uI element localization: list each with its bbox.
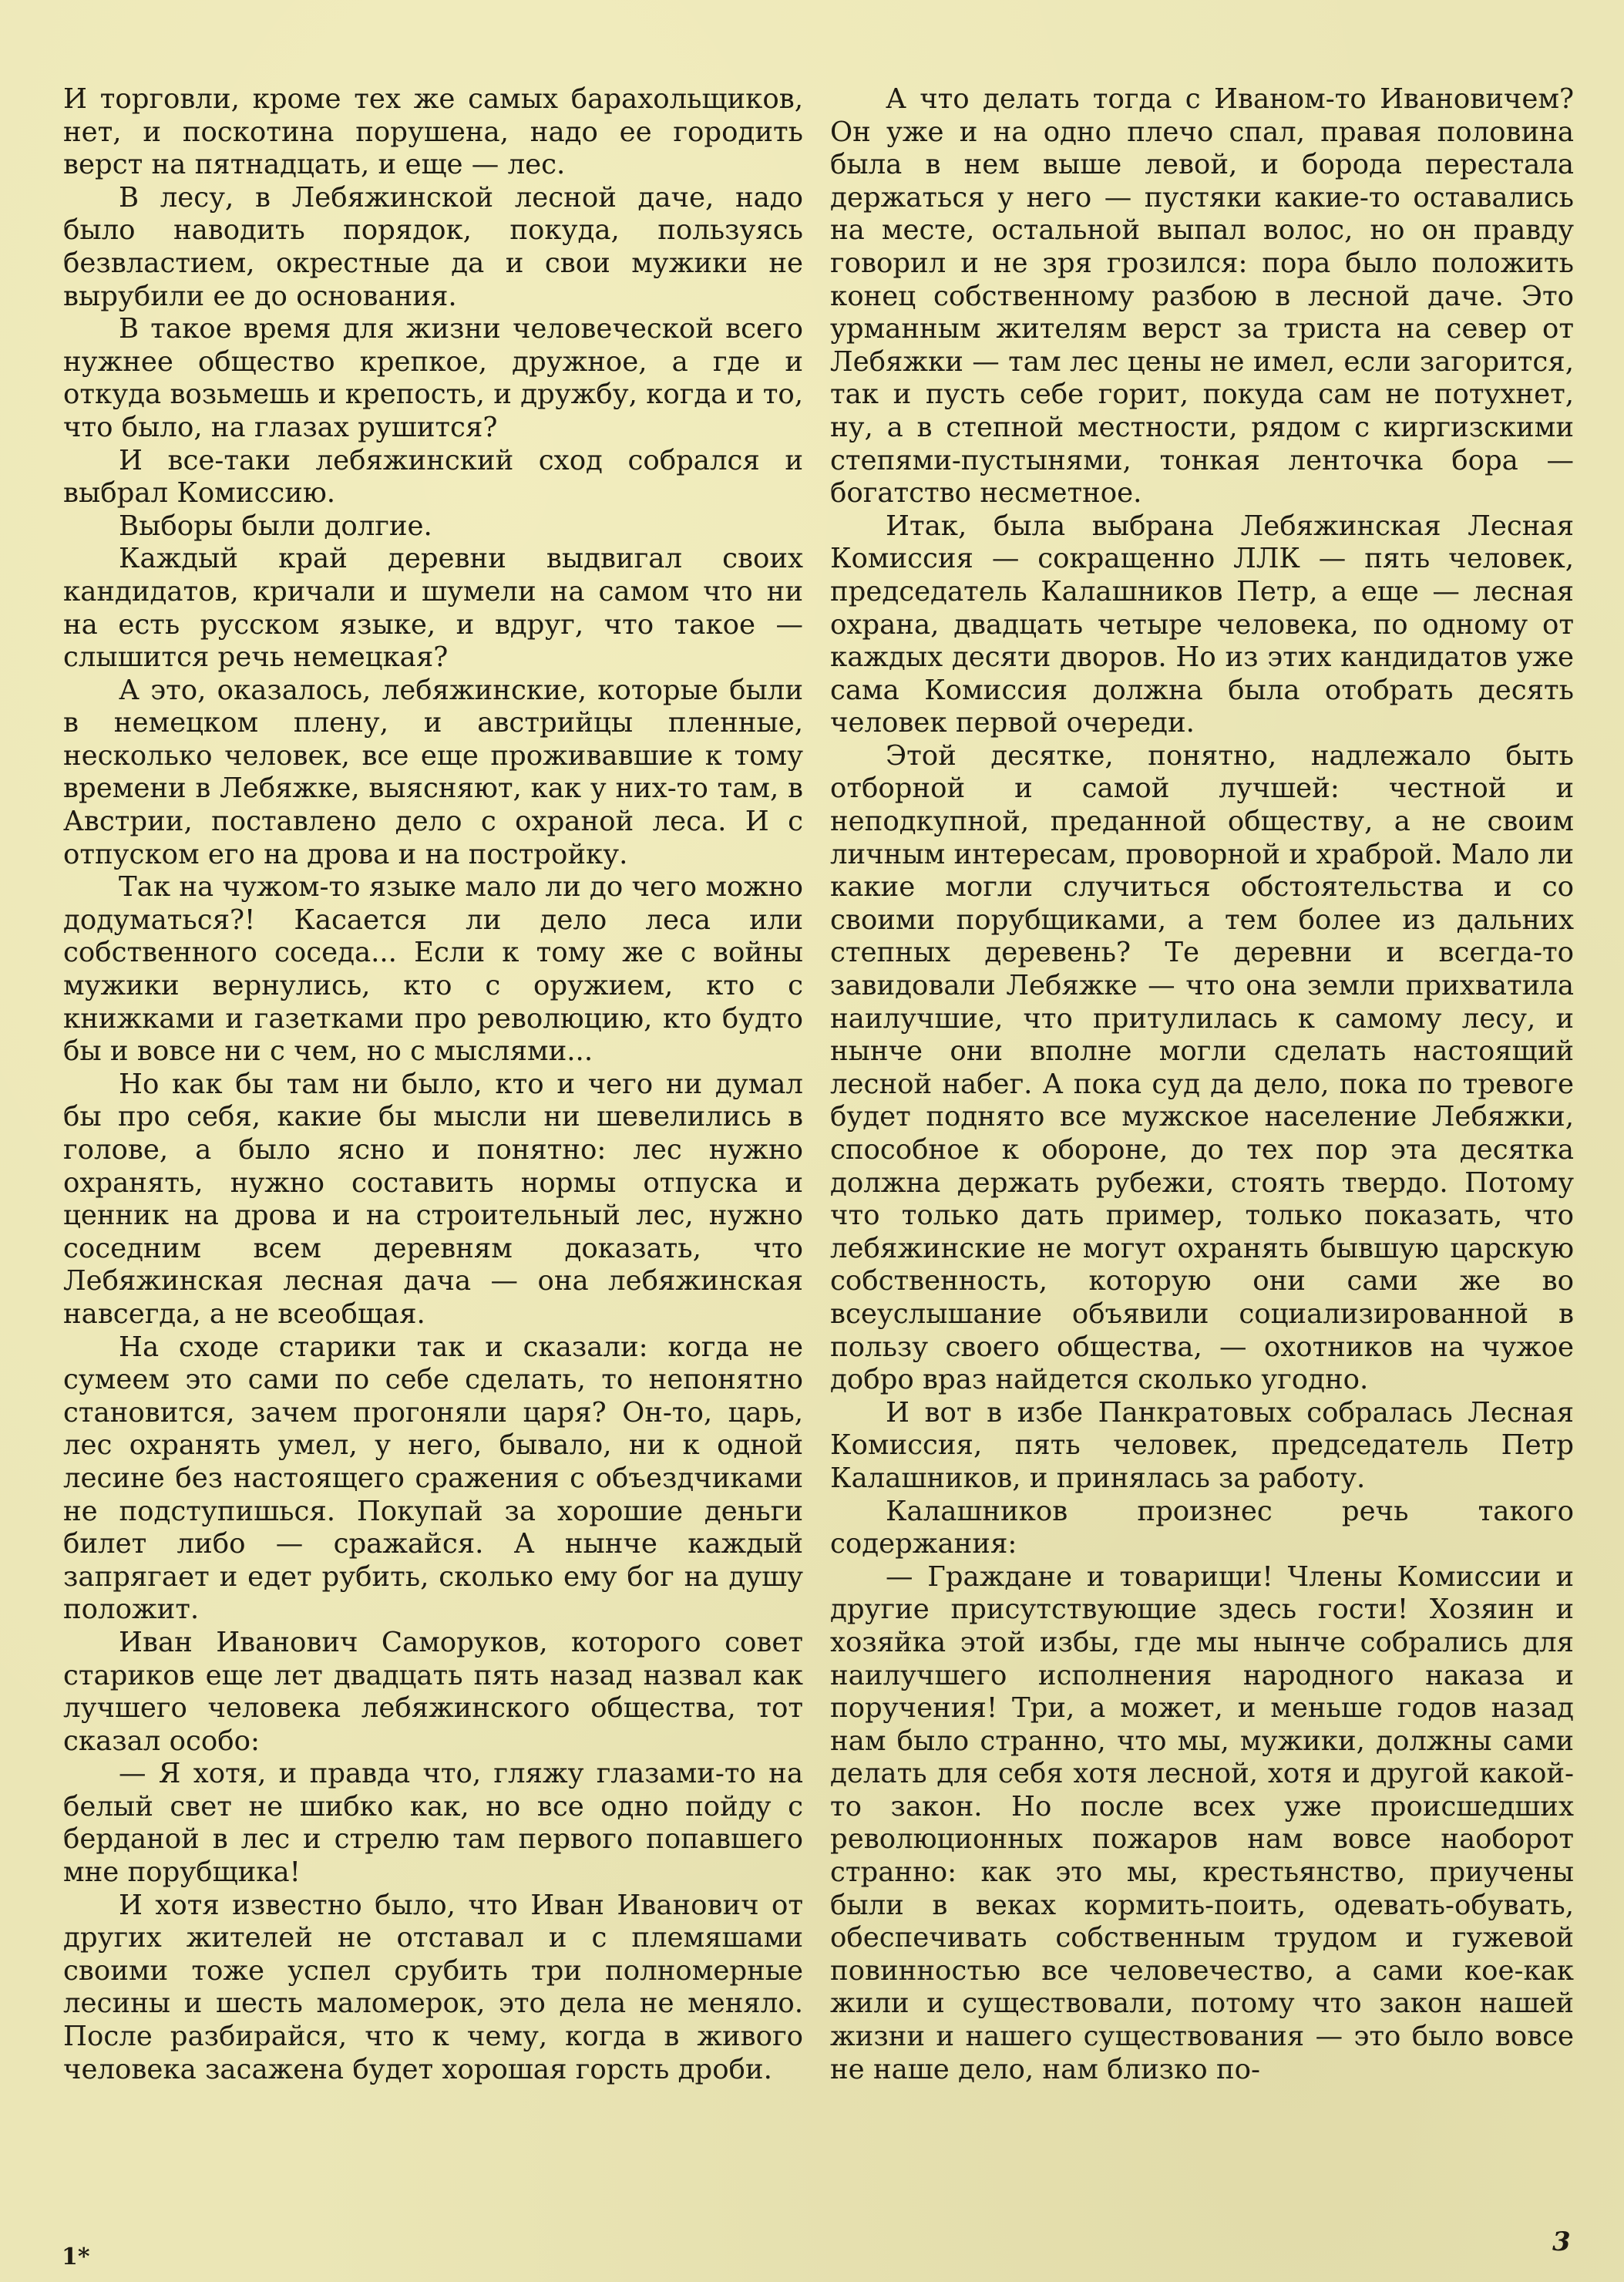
paragraph: Так на чужом-то языке мало ли до чего можно додуматься?! Касается ли дело леса или собственного соседа... Если к тому же с войны мужики вернулись, кто с оружием, кто с книжками и газетками про революцию, кто будто бы и вовсе ни с чем, но с мыслями... [63,871,803,1068]
paragraph: В такое время для жизни человеческой всего нужнее общество крепкое, дружное, а где и откуда возьмешь и крепость, и дружбу, когда и то, что было, на глазах рушится? [63,313,803,443]
paragraph: — Я хотя, и правда что, гляжу глазами-то на белый свет не шибко как, но все одно пойду с берданой в лес и стрелю там первого попавшего мне порубщика! [63,1758,803,1889]
page-number: 3 [1552,2226,1571,2257]
paragraph: Выборы были долгие. [119,510,432,542]
paragraph: И вот в избе Панкратовых собралась Лесная Комиссия, пять человек, председатель Петр Калашников, и принялась за работу. [830,1396,1574,1494]
paragraph: — Граждане и товарищи! Члены Комиссии и другие присутствующие здесь гости! Хозяин и хозяйка этой избы, где мы нынче собрались для наилучшего исполнения народного наказа и поручения! Три, а может, и меньше годов назад нам было странно, что мы, мужики, должны сами делать для себя хотя лесной, хотя и другой какой-то закон. Но после всех уже происшедших революционных пожаров нам вовсе наоборот странно: как это мы, крестьянство, приучены были в веках кормить-поить, одевать-обувать, обеспечивать собственным трудом и гужевой повинностью все человечество, а сами кое-как жили и существовали, потому что закон нашей жизни и нашего существования — это было вовсе не наше дело, нам близко по- [830,1560,1574,2085]
paragraph: А что делать тогда с Иваном-то Ивановичем? Он уже и на одно плечо спал, правая половина была в нем выше левой, и борода перестала держаться у него — пустяки какие-то оставались на месте, остальной выпал волос, но он правду говорил и не зря грозился: пора было положить конец собственному разбою в лесной даче. Это урманным жителям верст за триста на север от Лебяжки — там лес цены не имел, если загорится, так и пусть себе горит, покуда сам не потухнет, ну, а в степной местности, рядом с киргизскими степями-пустынями, тонкая ленточка бора — богатство несметное. [830,83,1574,510]
paragraph: В лесу, в Лебяжинской лесной даче, надо было наводить порядок, покуда, пользуясь безвластием, окрестные да и свои мужики не вырубили ее до основания. [63,181,803,312]
paragraph: И торговли, кроме тех же самых барахольщиков, нет, и поскотина порушена, надо ее городить верст на пятнадцать, и еще — лес. [63,83,803,181]
paragraph: И все-таки лебяжинский сход собрался и выбрал Комиссию. [63,444,803,510]
paragraph: На сходе старики так и сказали: когда не сумеем это сами по себе сделать, то непонятно становится, зачем прогоняли царя? Он-то, царь, лес охранять умел, у него, бывало, ни к одной лесине без настоящего сражения с объездчиками не подступишься. Покупай за хорошие деньги билет либо — сражайся. А нынче каждый запрягает и едет рубить, сколько ему бог на душу положит. [63,1331,803,1626]
paragraph: Иван Иванович Саморуков, которого совет стариков еще лет двадцать пять назад назвал как лучшего человека лебяжинского общества, тот сказал особо: [63,1626,803,1757]
paragraph: И хотя известно было, что Иван Иванович от других жителей не отставал и с племяшами своими тоже успел срубить три полномерные лесины и шесть маломерок, это дела не меняло. После разбирайся, что к чему, когда в живого человека засажена будет хорошая горсть дроби. [63,1889,803,2085]
corner-mark: 1* [62,2243,90,2270]
left-text-column [63,83,803,2086]
paragraph: А это, оказалось, лебяжинские, которые были в немецком плену, и австрийцы пленные, несколько человек, все еще проживавшие к тому времени в Лебяжке, выясняют, как у них-то там, в Австрии, поставлено дело с охраной леса. И с отпуском его на дрова и на постройку. [63,674,803,870]
paragraph: Калашников произнес речь такого содержания: [830,1495,1574,1560]
paragraph: Итак, была выбрана Лебяжинская Лесная Комиссия — сокращенно ЛЛК — пять человек, председатель Калашников Петр, а еще — лесная охрана, двадцать четыре человека, по одному от каждых десяти дворов. Но из этих кандидатов уже сама Комиссия должна была отобрать десять человек первой очереди. [830,510,1574,739]
paragraph: Этой десятке, понятно, надлежало быть отборной и самой лучшей: честной и неподкупной, преданной обществу, а не своим личным интересам, проворной и храброй. Мало ли какие могли случиться обстоятельства и со своими порубщиками, а тем более из дальних степных деревень? Те деревни и всегда-то завидовали Лебяжке — что она земли прихватила наилучшие, что притулилась к самому лесу, и нынче они вполне могли сделать настоящий лесной набег. А пока суд да дело, пока по тревоге будет поднято все мужское население Лебяжки, способное к обороне, до тех пор эта десятка должна держать рубежи, стоять твердо. Потому что только дать пример, только показать, что лебяжинские не могут охранять бывшую царскую собственность, которую они сами же во всеуслышание объявили социализированной в пользу своего общества, — охотников на чужое добро враз найдется сколько угодно. [830,739,1574,1396]
paragraph: Каждый край деревни выдвигал своих кандидатов, кричали и шумели на самом что ни на есть русском языке, и вдруг, что такое — слышится речь немецкая? [63,543,803,674]
right-text-column [830,83,1574,2086]
paragraph: Но как бы там ни было, кто и чего ни думал бы про себя, какие бы мысли ни шевелились в голове, а было ясно и понятно: лес нужно охранять, нужно составить нормы отпуска и ценник на дрова и на строительный лес, нужно соседним всем деревням доказать, что Лебяжинская лесная дача — она лебяжинская навсегда, а не всеобщая. [63,1068,803,1330]
